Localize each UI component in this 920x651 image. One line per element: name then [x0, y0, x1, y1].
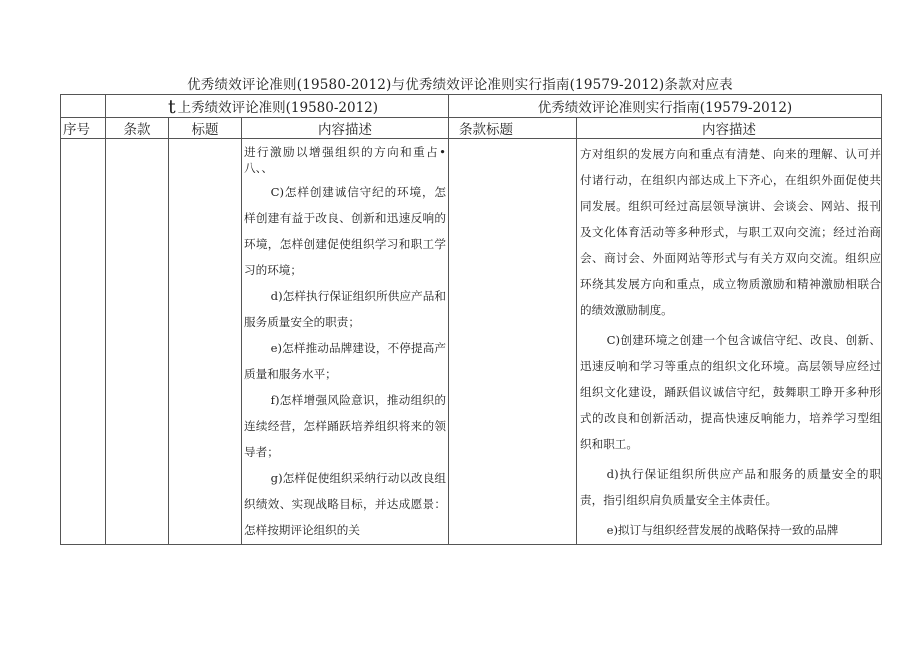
- left-desc-first: 进行激励以增强组织的方向和重占•八、、: [244, 144, 446, 175]
- right-desc-cell: [577, 139, 882, 545]
- left-desc-para-g: g)怎样促使组织采纳行动以改良组织绩效、实现战略目标，并达成愿景：怎样按期评论组织的关: [244, 470, 446, 537]
- left-desc-para-e: e)怎样推动品牌建设，不停提高产质量和服务水平；: [244, 340, 446, 381]
- group-header-row: [61, 95, 882, 118]
- right-desc-para-d: d)执行保证组织所供应产品和服务的质量安全的职责，指引组织肩负质量安全主体责任。: [580, 467, 881, 507]
- col-clause-title-right-header: 条款标题: [449, 118, 577, 139]
- title-cell: [169, 139, 242, 545]
- clause-mapping-table: [60, 94, 882, 545]
- left-standard-header: [106, 95, 449, 118]
- document-title: 优秀绩效评论准则(19580-2012)与优秀绩效评论准则实行指南(19579-2012)条款对应表: [187, 77, 733, 93]
- right-clause-title-cell: [449, 139, 577, 545]
- right-desc-para-1: 方对组织的发展方向和重点有清楚、向来的理解、认可并付诸行动，在组织内部达成上下齐心，在组织外面促使共同发展。组织可经过高层领导演讲、会谈会、网站、报刊及文化体育活动等多种形式，与职工双向交流；经过治商会、商讨会、外面网站等形式与有关方双向交流。组织应环绕其发展方向和重点，成立物质激励和精神激励相联合的绩效激励制度。: [580, 147, 881, 317]
- left-desc-cell: [242, 139, 449, 545]
- table-row: [61, 139, 882, 545]
- right-desc-para-c: C)创建环境之创建一个包含诚信守纪、改良、创新、迅速反响和学习等重点的组织文化环境。高层领导应经过组织文化建设，踊跃倡议诚信守纪，鼓舞职工睁开多种形式的改良和创新活动，提高快速反响能力，培养学习型组织和职工。: [580, 333, 881, 451]
- right-desc-para-e: e)拟订与组织经营发展的战略保持一致的品牌: [606, 523, 839, 537]
- left-desc-para-d: d)怎样执行保证组织所供应产品和服务质量安全的职责；: [244, 288, 446, 329]
- header-stray-glyph: t: [168, 96, 176, 118]
- left-standard-name: 上秀绩效评论准则(19580-2012): [177, 100, 379, 116]
- seq-cell: [61, 139, 106, 545]
- empty-header-cell: [61, 95, 106, 118]
- col-desc-right-header: 内容描述: [577, 118, 882, 139]
- column-header-row: [61, 118, 882, 139]
- left-desc-para-c: C)怎样创建诚信守纪的环境，怎样创建有益于改良、创新和迅速反响的环境，怎样创建促使组织学习和职工学习的环境；: [244, 184, 446, 277]
- col-desc-left-header: 内容描述: [242, 118, 449, 139]
- col-clause-header: 条款: [106, 118, 169, 139]
- left-desc-para-f: f)怎样增强风险意识，推动组织的连续经营，怎样踊跃培养组织将来的领导者；: [244, 392, 446, 459]
- right-standard-header: 优秀绩效评论准则实行指南(19579-2012): [449, 95, 882, 118]
- col-title-header: 标题: [169, 118, 242, 139]
- col-seq-header: 序号: [61, 118, 106, 139]
- clause-cell: [106, 139, 169, 545]
